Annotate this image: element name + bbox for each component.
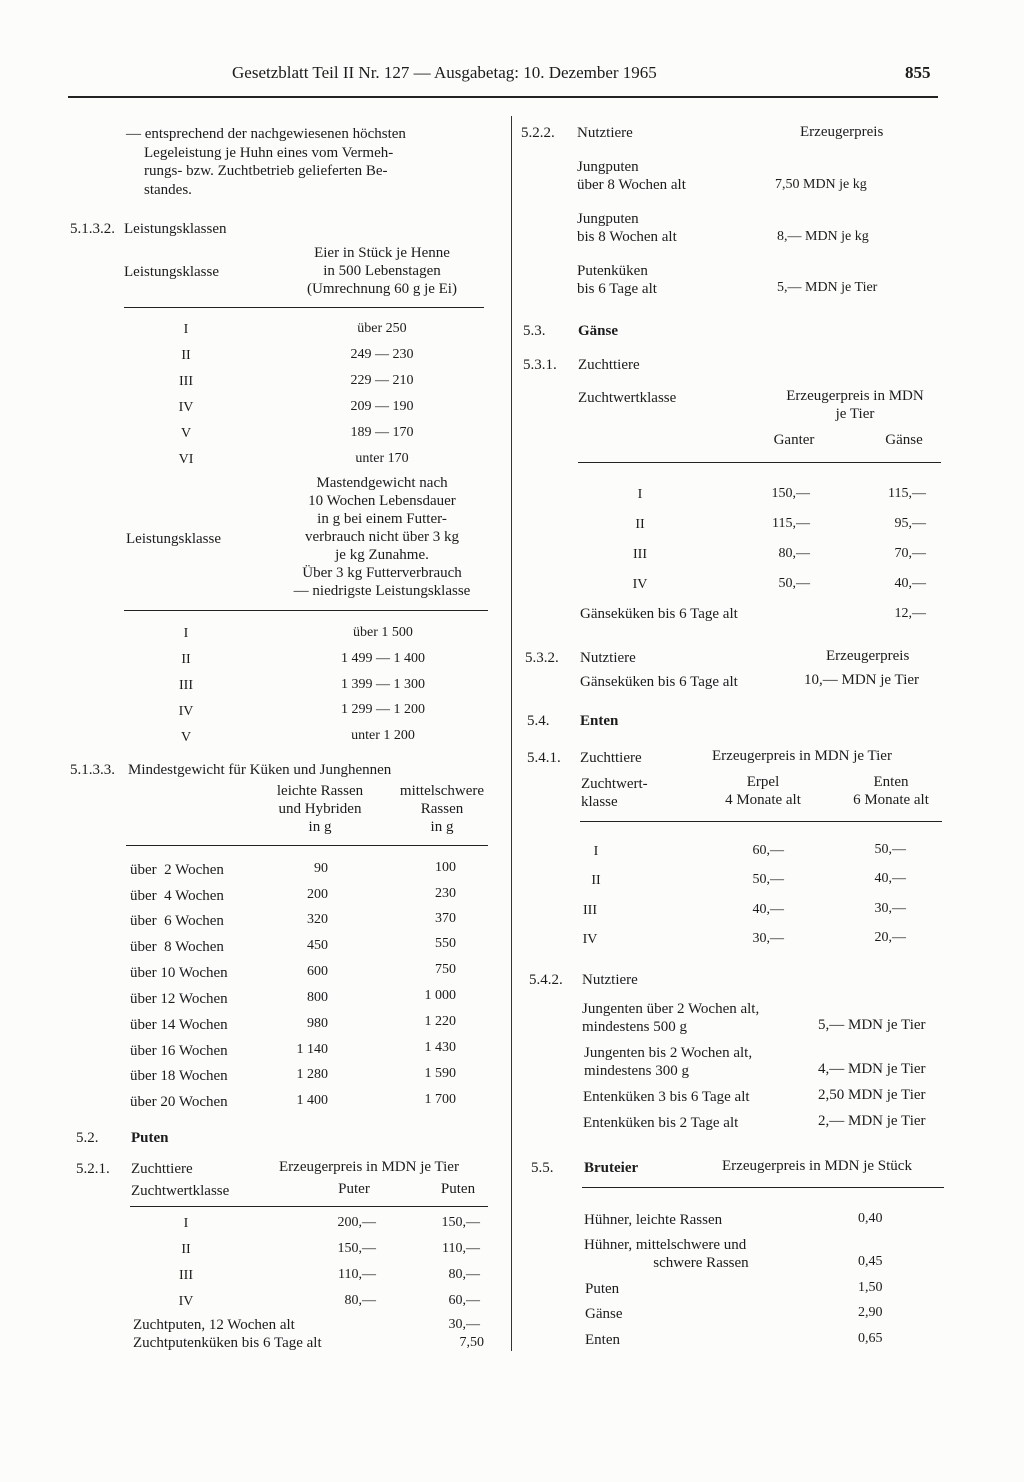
header-rule xyxy=(68,96,938,98)
page-number: 855 xyxy=(905,63,931,82)
table-cell: 40,— xyxy=(894,576,926,591)
table-cell: III xyxy=(179,1268,193,1283)
table-cell: 200 xyxy=(307,887,328,902)
table6-col3-header-1: Enten xyxy=(873,774,909,790)
section-title-zuchttiere-gaense: Zuchttiere xyxy=(578,357,640,373)
table-cell: 115,— xyxy=(772,516,810,531)
table3-col2-header-2: und Hybriden xyxy=(278,801,362,817)
table-cell: 150,— xyxy=(337,1241,376,1256)
table-cell: II xyxy=(635,517,645,532)
table2-col2-header-7: — niedrigste Leistungsklasse xyxy=(293,583,471,599)
table-cell: 100 xyxy=(435,860,456,875)
table-cell: über 10 Wochen xyxy=(130,965,228,981)
section-number-55: 5.5. xyxy=(531,1160,554,1176)
table-cell: II xyxy=(181,652,191,667)
section-title-nutztiere-gaense: Nutztiere xyxy=(580,650,636,666)
table1-col2-header-2: in 500 Lebenstagen xyxy=(323,263,441,279)
section-title-mindestgewicht: Mindestgewicht für Küken und Junghennen xyxy=(128,762,392,778)
table-cell: über 14 Wochen xyxy=(130,1017,228,1033)
table-cell: 1 400 xyxy=(296,1093,328,1108)
table-cell: 30,— xyxy=(874,901,906,916)
table-cell: 12,— xyxy=(894,606,926,621)
table-cell: I xyxy=(637,487,643,502)
intro-line-1: — entsprechend der nachgewiesenen höchsten xyxy=(126,126,406,142)
table-cell: III xyxy=(179,374,193,389)
table1-col1-header: Leistungsklasse xyxy=(124,264,219,280)
table-cell: 600 xyxy=(307,964,328,979)
table-cell: unter 170 xyxy=(355,451,409,466)
table-cell: 95,— xyxy=(894,516,926,531)
table-cell: 189 — 170 xyxy=(350,425,414,440)
table-cell: 980 xyxy=(307,1016,328,1031)
table-cell: Hühner, mittelschwere und xyxy=(584,1237,747,1253)
table-cell: 200,— xyxy=(337,1215,376,1230)
table2-rule xyxy=(124,610,488,611)
intro-line-4: standes. xyxy=(144,182,192,198)
table-cell: 2,90 xyxy=(858,1305,883,1320)
table-cell: 90 xyxy=(314,861,328,876)
table1-col2-header-3: (Umrechnung 60 g je Ei) xyxy=(307,281,457,297)
table-cell: 1 000 xyxy=(424,988,456,1003)
table-cell: 320 xyxy=(307,912,328,927)
table-cell: 1,50 xyxy=(858,1280,883,1295)
table-cell: 209 — 190 xyxy=(350,399,414,414)
table-cell: 1 280 xyxy=(296,1067,328,1082)
section-title-leistungsklassen: Leistungsklassen xyxy=(124,221,227,237)
table-cell: bis 6 Tage alt xyxy=(577,281,657,297)
table-cell: 80,— xyxy=(344,1293,376,1308)
table-cell: 1 499 — 1 400 xyxy=(341,651,425,666)
column-divider xyxy=(511,116,512,1351)
table-cell: 40,— xyxy=(752,902,784,917)
table-cell: 0,40 xyxy=(858,1211,883,1226)
table-cell: 1 430 xyxy=(424,1040,456,1055)
section-number-52: 5.2. xyxy=(76,1130,99,1146)
table-cell: 60,— xyxy=(448,1293,480,1308)
table-cell: 1 399 — 1 300 xyxy=(341,677,425,692)
section-number-531: 5.3.1. xyxy=(523,357,557,373)
table-cell: unter 1 200 xyxy=(351,728,415,743)
table4-col1-header: Zuchtwertklasse xyxy=(131,1183,230,1199)
table4-rule xyxy=(130,1206,488,1207)
table6-col2-header-1: Erpel xyxy=(746,774,780,790)
table-cell: 230 xyxy=(435,886,456,901)
table-cell: III xyxy=(633,547,647,562)
table-cell: über 8 Wochen xyxy=(130,939,224,955)
table-cell: Jungputen xyxy=(577,211,639,227)
table-cell: 7,50 MDN je kg xyxy=(775,177,867,192)
table-cell: IV xyxy=(178,400,194,415)
table-cell: Gänseküken bis 6 Tage alt xyxy=(580,674,738,690)
table3-col3-header-1: mittelschwere xyxy=(399,783,485,799)
table-cell: 70,— xyxy=(894,546,926,561)
table-cell: IV xyxy=(582,932,598,947)
table-cell: I xyxy=(183,1216,189,1231)
table6-col1-header-2: klasse xyxy=(581,794,618,810)
table-cell: Gänseküken bis 6 Tage alt xyxy=(580,606,738,622)
table2-col1-header: Leistungsklasse xyxy=(126,531,221,547)
table-cell: 1 140 xyxy=(296,1042,328,1057)
section-title-bruteier: Bruteier xyxy=(584,1160,639,1176)
table-cell: 115,— xyxy=(888,486,926,501)
table3-rule xyxy=(126,845,488,846)
table-cell: Putenküken xyxy=(577,263,648,279)
section-title-zuchttiere-enten: Zuchttiere xyxy=(580,750,642,766)
table-cell: 10,— MDN je Tier xyxy=(804,672,920,688)
table-cell: über 2 Wochen xyxy=(130,862,224,878)
intro-line-2: Legeleistung je Huhn eines vom Vermeh- xyxy=(144,145,394,161)
table5-col3-header: Gänse xyxy=(885,432,923,448)
table-cell: 800 xyxy=(307,990,328,1005)
table-cell: 80,— xyxy=(778,546,810,561)
table6-col1-header-1: Zuchtwert- xyxy=(581,776,648,792)
table-cell: 450 xyxy=(307,938,328,953)
section-title-nutztiere-puten: Nutztiere xyxy=(577,125,633,141)
table6-rule xyxy=(580,821,942,822)
section-number-5133: 5.1.3.3. xyxy=(70,762,115,778)
table6-col2-header-2: 4 Monate alt xyxy=(725,792,801,808)
table-cell: 50,— xyxy=(874,842,906,857)
table3-col3-header-3: in g xyxy=(430,819,454,835)
section-number-54: 5.4. xyxy=(527,713,550,729)
table5-price-header-1: Erzeugerpreis in MDN xyxy=(786,388,924,404)
table-cell: 7,50 xyxy=(459,1335,484,1350)
table-cell: über 16 Wochen xyxy=(130,1043,228,1059)
table1-col2-header-1: Eier in Stück je Henne xyxy=(314,245,450,261)
table-cell: IV xyxy=(178,704,194,719)
table4-col3-header: Puten xyxy=(440,1181,476,1197)
table-cell: 0,65 xyxy=(858,1331,883,1346)
table-cell: 150,— xyxy=(771,486,810,501)
table-cell: I xyxy=(183,322,189,337)
table-cell: 5,— MDN je Tier xyxy=(818,1017,926,1033)
running-header: Gesetzblatt Teil II Nr. 127 — Ausgabetag: 10. Dezember 1965 xyxy=(232,63,657,82)
table-cell: 1 220 xyxy=(424,1014,456,1029)
table5-price-header-2: je Tier xyxy=(835,406,875,422)
section-number-542: 5.4.2. xyxy=(529,972,563,988)
table-cell: Zuchtputenküken bis 6 Tage alt xyxy=(133,1335,322,1351)
section-title-zuchttiere-puten: Zuchttiere xyxy=(131,1161,193,1177)
table-cell: 80,— xyxy=(448,1267,480,1282)
table-cell: 30,— xyxy=(752,931,784,946)
table1-rule xyxy=(124,307,484,308)
table-cell: 1 590 xyxy=(424,1066,456,1081)
table-cell: II xyxy=(181,1242,191,1257)
table-cell: V xyxy=(180,730,192,745)
table-cell: Entenküken bis 2 Tage alt xyxy=(583,1115,739,1131)
table3-col2-header-1: leichte Rassen xyxy=(276,783,364,799)
table-cell: 40,— xyxy=(874,871,906,886)
table-cell: 2,50 MDN je Tier xyxy=(818,1087,926,1103)
table-cell: IV xyxy=(178,1294,194,1309)
table-cell: schwere Rassen xyxy=(653,1255,749,1271)
section-number-521: 5.2.1. xyxy=(76,1161,110,1177)
section-title-puten: Puten xyxy=(131,1130,169,1146)
table-cell: II xyxy=(591,873,601,888)
table-cell: 1 299 — 1 200 xyxy=(341,702,425,717)
table-cell: 750 xyxy=(435,962,456,977)
table-cell: Zuchtputen, 12 Wochen alt xyxy=(133,1317,295,1333)
table-cell: 8,— MDN je kg xyxy=(777,229,869,244)
table-cell: Jungenten bis 2 Wochen alt, xyxy=(584,1045,753,1061)
table-cell: 0,45 xyxy=(858,1254,883,1269)
table-cell: 60,— xyxy=(752,843,784,858)
s522-price-header: Erzeugerpreis xyxy=(800,124,884,140)
table4-price-header: Erzeugerpreis in MDN je Tier xyxy=(279,1159,459,1175)
table-cell: 229 — 210 xyxy=(350,373,414,388)
table-cell: 5,— MDN je Tier xyxy=(777,280,878,295)
table-cell: 2,— MDN je Tier xyxy=(818,1113,926,1129)
section-number-532: 5.3.2. xyxy=(525,650,559,666)
section-number-522: 5.2.2. xyxy=(521,125,555,141)
table-cell: über 8 Wochen alt xyxy=(577,177,686,193)
table-cell: über 250 xyxy=(357,321,407,336)
table-cell: Entenküken 3 bis 6 Tage alt xyxy=(583,1089,750,1105)
table-cell: Enten xyxy=(585,1332,620,1348)
table-cell: Gänse xyxy=(585,1306,623,1322)
table-cell: Jungputen xyxy=(577,159,639,175)
s55-price-header: Erzeugerpreis in MDN je Stück xyxy=(722,1158,912,1174)
table-cell: über 6 Wochen xyxy=(130,913,224,929)
table-cell: IV xyxy=(632,577,648,592)
table-cell: 150,— xyxy=(441,1215,480,1230)
table-cell: III xyxy=(583,903,597,918)
table-cell: Puten xyxy=(585,1281,620,1297)
table-cell: III xyxy=(179,678,193,693)
section-title-gaense: Gänse xyxy=(578,323,619,339)
table-cell: V xyxy=(180,426,192,441)
table-cell: über 18 Wochen xyxy=(130,1068,228,1084)
table-cell: über 20 Wochen xyxy=(130,1094,228,1110)
table-cell: über 1 500 xyxy=(353,625,413,640)
section-number-5132: 5.1.3.2. xyxy=(70,221,115,237)
table-cell: I xyxy=(593,844,599,859)
table5-col2-header: Ganter xyxy=(773,432,815,448)
table-cell: 20,— xyxy=(874,930,906,945)
section-title-enten: Enten xyxy=(580,713,619,729)
table2-col2-header-1: Mastendgewicht nach xyxy=(316,475,448,491)
table-cell: II xyxy=(181,348,191,363)
intro-line-3: rungs- bzw. Zuchtbetrieb gelieferten Be- xyxy=(144,163,388,179)
table6-col3-header-2: 6 Monate alt xyxy=(853,792,929,808)
table4-col2-header: Puter xyxy=(338,1181,370,1197)
section-number-53: 5.3. xyxy=(523,323,546,339)
s532-price-header: Erzeugerpreis xyxy=(826,648,910,664)
table-cell: mindestens 300 g xyxy=(584,1063,689,1079)
table2-col2-header-3: in g bei einem Futter- xyxy=(317,511,447,527)
table-cell: I xyxy=(183,626,189,641)
table-cell: über 12 Wochen xyxy=(130,991,228,1007)
table-cell: Hühner, leichte Rassen xyxy=(584,1212,723,1228)
table-cell: über 4 Wochen xyxy=(130,888,224,904)
table-cell: VI xyxy=(178,452,194,467)
table-cell: Jungenten über 2 Wochen alt, xyxy=(582,1001,760,1017)
table-cell: 110,— xyxy=(442,1241,480,1256)
table5-col1-header: Zuchtwertklasse xyxy=(578,390,677,406)
table-cell: mindestens 500 g xyxy=(582,1019,687,1035)
table3-col2-header-3: in g xyxy=(308,819,332,835)
table7-rule xyxy=(582,1187,944,1188)
table-cell: 370 xyxy=(435,911,456,926)
table2-col2-header-6: Über 3 kg Futterverbrauch xyxy=(302,565,462,581)
section-title-nutztiere-enten: Nutztiere xyxy=(582,972,638,988)
table-cell: 30,— xyxy=(448,1317,480,1332)
table3-col3-header-2: Rassen xyxy=(420,801,464,817)
table5-rule xyxy=(578,462,941,463)
table-cell: 50,— xyxy=(752,872,784,887)
table-cell: bis 8 Wochen alt xyxy=(577,229,677,245)
table6-price-header: Erzeugerpreis in MDN je Tier xyxy=(712,748,892,764)
section-number-541: 5.4.1. xyxy=(527,750,561,766)
table-cell: 249 — 230 xyxy=(350,347,414,362)
table-cell: 50,— xyxy=(778,576,810,591)
table2-col2-header-5: je kg Zunahme. xyxy=(335,547,429,563)
table-cell: 1 700 xyxy=(424,1092,456,1107)
table-cell: 4,— MDN je Tier xyxy=(818,1061,926,1077)
table2-col2-header-4: verbrauch nicht über 3 kg xyxy=(304,529,460,545)
table2-col2-header-2: 10 Wochen Lebensdauer xyxy=(308,493,456,509)
table-cell: 110,— xyxy=(338,1267,376,1282)
table-cell: 550 xyxy=(435,936,456,951)
